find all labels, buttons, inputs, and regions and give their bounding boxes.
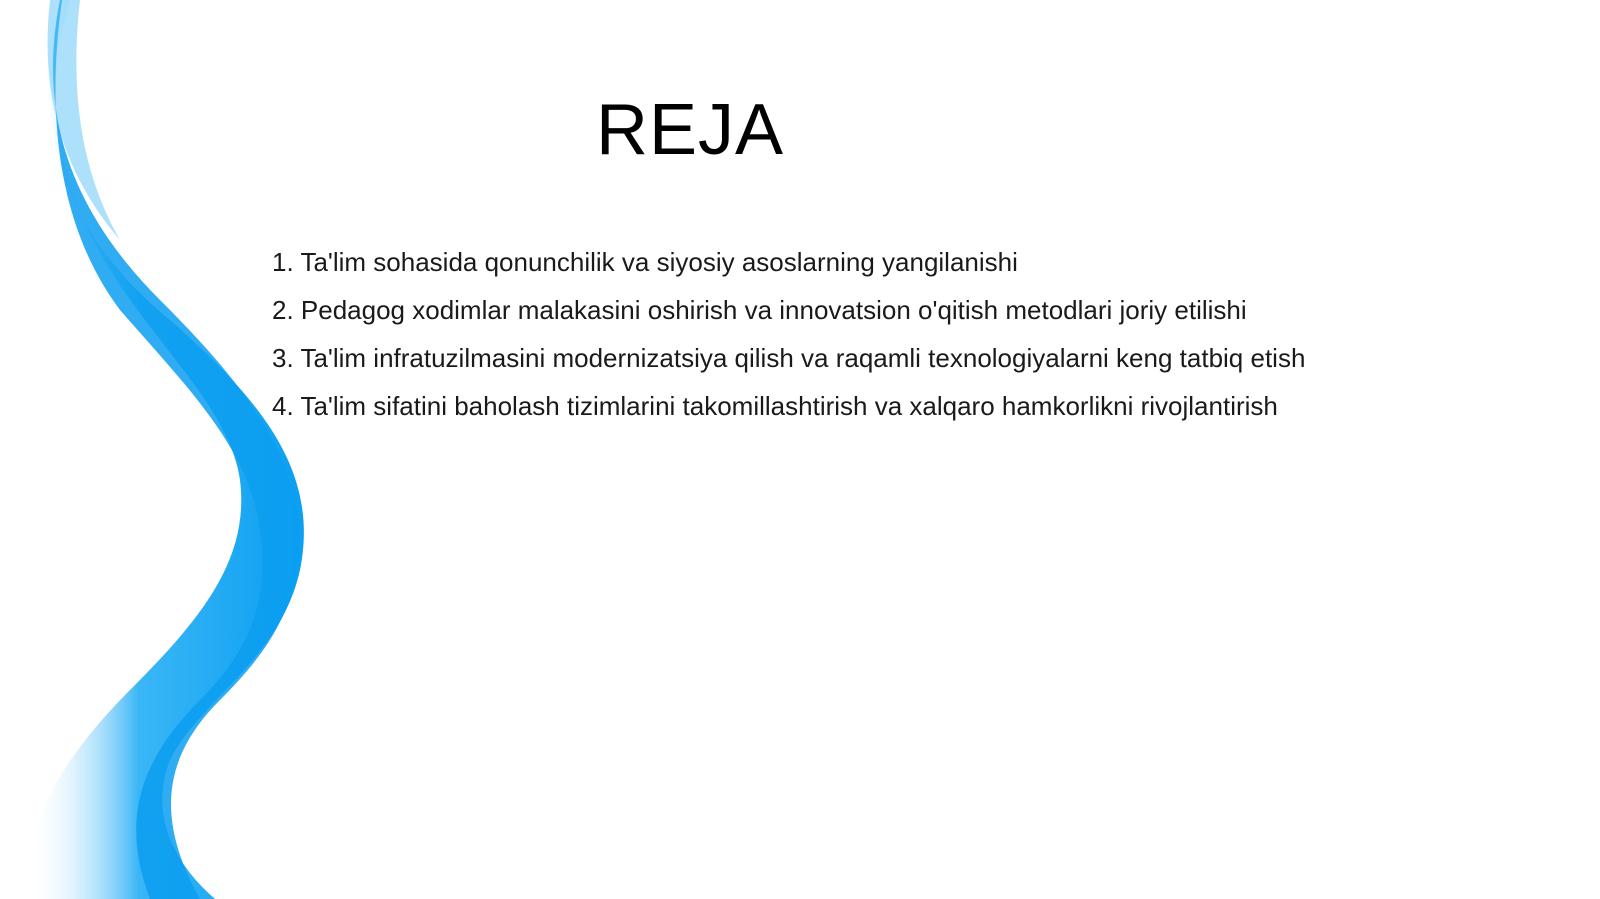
blue-wave-decoration xyxy=(0,0,420,899)
plan-item-1: 1. Ta'lim sohasida qonunchilik va siyosiy asoslarning yangilanishi xyxy=(272,247,1018,277)
plan-item-3: 3. Ta'lim infratuzilmasini modernizatsiya qilish va raqamli texnologiyalarni keng tatbiq etish xyxy=(272,343,1306,373)
slide-title: REJA xyxy=(595,90,785,170)
plan-list xyxy=(272,238,1572,430)
plan-item-2: 2. Pedagog xodimlar malakasini oshirish va innovatsion o'qitish metodlari joriy etilishi xyxy=(272,295,1247,325)
plan-item-4: 4. Ta'lim sifatini baholash tizimlarini takomillashtirish va xalqaro hamkorlikni rivojlantirish xyxy=(272,391,1278,421)
